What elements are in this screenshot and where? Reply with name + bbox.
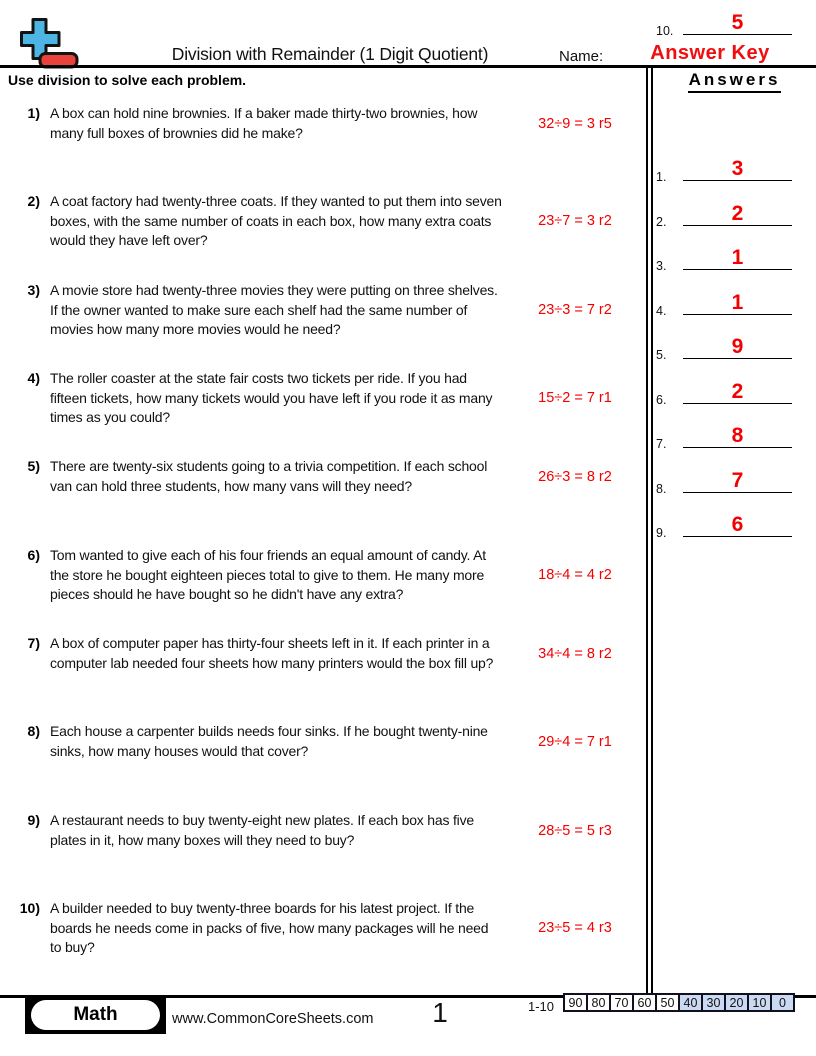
answer-number: 2. [656,215,667,229]
problem-row [0,546,648,605]
website-url: www.CommonCoreSheets.com [172,1011,374,1027]
answer-number: 1. [656,170,667,184]
answer-blank-line [683,146,792,181]
answer-blank-line [683,502,792,537]
problem-text: A movie store had twenty-three movies they were putting on three shelves. If the owner wanted to make sure each shelf had the same number of movies how many more movies would he need? [50,282,498,337]
answer-number: 3. [656,259,667,273]
problem-equation: 28÷5 = 5 r3 [538,822,612,839]
problem-number: 7) [27,635,40,651]
answer-key-text: Answer Key [650,42,770,64]
problem-text: A box can hold nine brownies. If a baker made thirty-two brownies, how many full boxes of brownies did he make? [50,105,478,141]
answer-value: 2 [731,202,744,225]
problem-text: There are twenty-six students going to a trivia competition. If each school van can hold three students, how many vans will they need? [50,458,488,494]
score-cell: 50 [655,993,680,1012]
problem-text: A restaurant needs to buy twenty-eight new plates. If each box has five plates in it, how many boxes will they need to buy? [50,812,474,848]
answer-value: 8 [731,424,744,447]
problem-text: A box of computer paper has thirty-four sheets left in it. If each printer in a computer lab needed four sheets how many printers would the box fill up? [50,635,494,671]
score-cell: 90 [563,993,588,1012]
problem-text: A coat factory had twenty-three coats. If they wanted to put them into seven boxes, with the same number of coats in each box, how many extra coats would they have left over? [50,193,502,248]
score-cell: 10 [747,993,772,1012]
answer-row [653,324,816,362]
answer-row [653,502,816,540]
answer-value: 7 [731,469,744,492]
score-cell: 0 [770,993,795,1012]
answer-row [653,280,816,318]
answer-blank-line [683,369,792,404]
problem-equation: 23÷7 = 3 r2 [538,213,612,230]
problem-row [0,457,648,496]
problem-equation: 23÷3 = 7 r2 [538,302,612,319]
problem-number: 5) [27,458,40,474]
answer-row [653,369,816,407]
problem-row [0,369,648,428]
problem-row [0,634,648,673]
score-cell: 40 [678,993,703,1012]
score-grid [563,993,795,1012]
answer-number: 9. [656,526,667,540]
answer-blank-line [683,324,792,359]
answer-row [653,235,816,273]
problem-equation: 32÷9 = 3 r5 [538,115,612,132]
problem-equation: 29÷4 = 7 r1 [538,733,612,750]
problem-number: 6) [27,547,40,563]
page-number: 1 [432,997,448,1028]
answer-value: 5 [731,11,744,34]
score-range-label: 1-10 [528,999,555,1014]
answer-blank-line [683,191,792,226]
answer-value: 1 [731,246,744,269]
problem-text: Each house a carpenter builds needs four sinks. If he bought twenty-nine sinks, how many houses would that cover? [50,723,488,759]
page-title: Division with Remainder (1 Digit Quotient) [171,44,489,64]
answer-value: 6 [731,513,744,536]
answers-column-divider [646,67,653,993]
answer-blank-line [683,280,792,315]
score-cell: 70 [609,993,634,1012]
answer-number: 5. [656,348,667,362]
score-cell: 60 [632,993,657,1012]
answer-number: 4. [656,304,667,318]
answer-value: 9 [731,335,744,358]
answer-blank-line [683,458,792,493]
instructions-text: Use division to solve each problem. [8,72,247,88]
answer-number: 10. [656,24,674,38]
answer-value: 2 [731,380,744,403]
answers-heading: Answers [688,70,782,93]
answers-column [653,0,816,995]
answer-value: 1 [731,291,744,314]
problem-number: 8) [27,723,40,739]
problem-text: Tom wanted to give each of his four friends an equal amount of candy. At the store he bought eighteen pieces total to give to them. He many more pieces should he have bought so he didn't have any extra? [50,547,486,602]
problem-row [0,899,648,958]
answer-row [653,458,816,496]
problem-number: 10) [19,900,40,916]
answer-blank-line [683,235,792,270]
subject-badge [25,996,166,1034]
answer-number: 7. [656,437,667,451]
problem-row [0,192,648,251]
answer-row [653,146,816,184]
answer-number: 8. [656,482,667,496]
answer-row [653,0,816,38]
problem-row [0,722,648,761]
score-cell: 30 [701,993,726,1012]
answer-row [653,191,816,229]
problem-number: 9) [27,812,40,828]
problem-row [0,281,648,340]
problem-number: 4) [27,370,40,386]
answer-number: 6. [656,393,667,407]
score-cell: 80 [586,993,611,1012]
problem-row [0,811,648,850]
problem-equation: 26÷3 = 8 r2 [538,468,612,485]
answer-blank-line [683,0,792,35]
problem-equation: 23÷5 = 4 r3 [538,920,612,937]
problem-equation: 15÷2 = 7 r1 [538,390,612,407]
score-cell: 20 [724,993,749,1012]
problem-text: A builder needed to buy twenty-three boards for his latest project. If the boards he needs come in packs of five, how many packages will he need to buy? [50,900,489,955]
answer-blank-line [683,413,792,448]
problem-text: The roller coaster at the state fair costs two tickets per ride. If you had fifteen tickets, how many tickets would you have left if you rode it as many times as you could? [50,370,493,425]
name-label: Name: [559,48,604,65]
problem-equation: 34÷4 = 8 r2 [538,645,612,662]
answer-row [653,413,816,451]
problem-equation: 18÷4 = 4 r2 [538,567,612,584]
subject-badge-label: Math [31,1000,160,1030]
problem-number: 1) [27,105,40,121]
answer-value: 3 [731,157,744,180]
problem-row [0,104,648,143]
problem-number: 2) [27,193,40,209]
problem-number: 3) [27,282,40,298]
